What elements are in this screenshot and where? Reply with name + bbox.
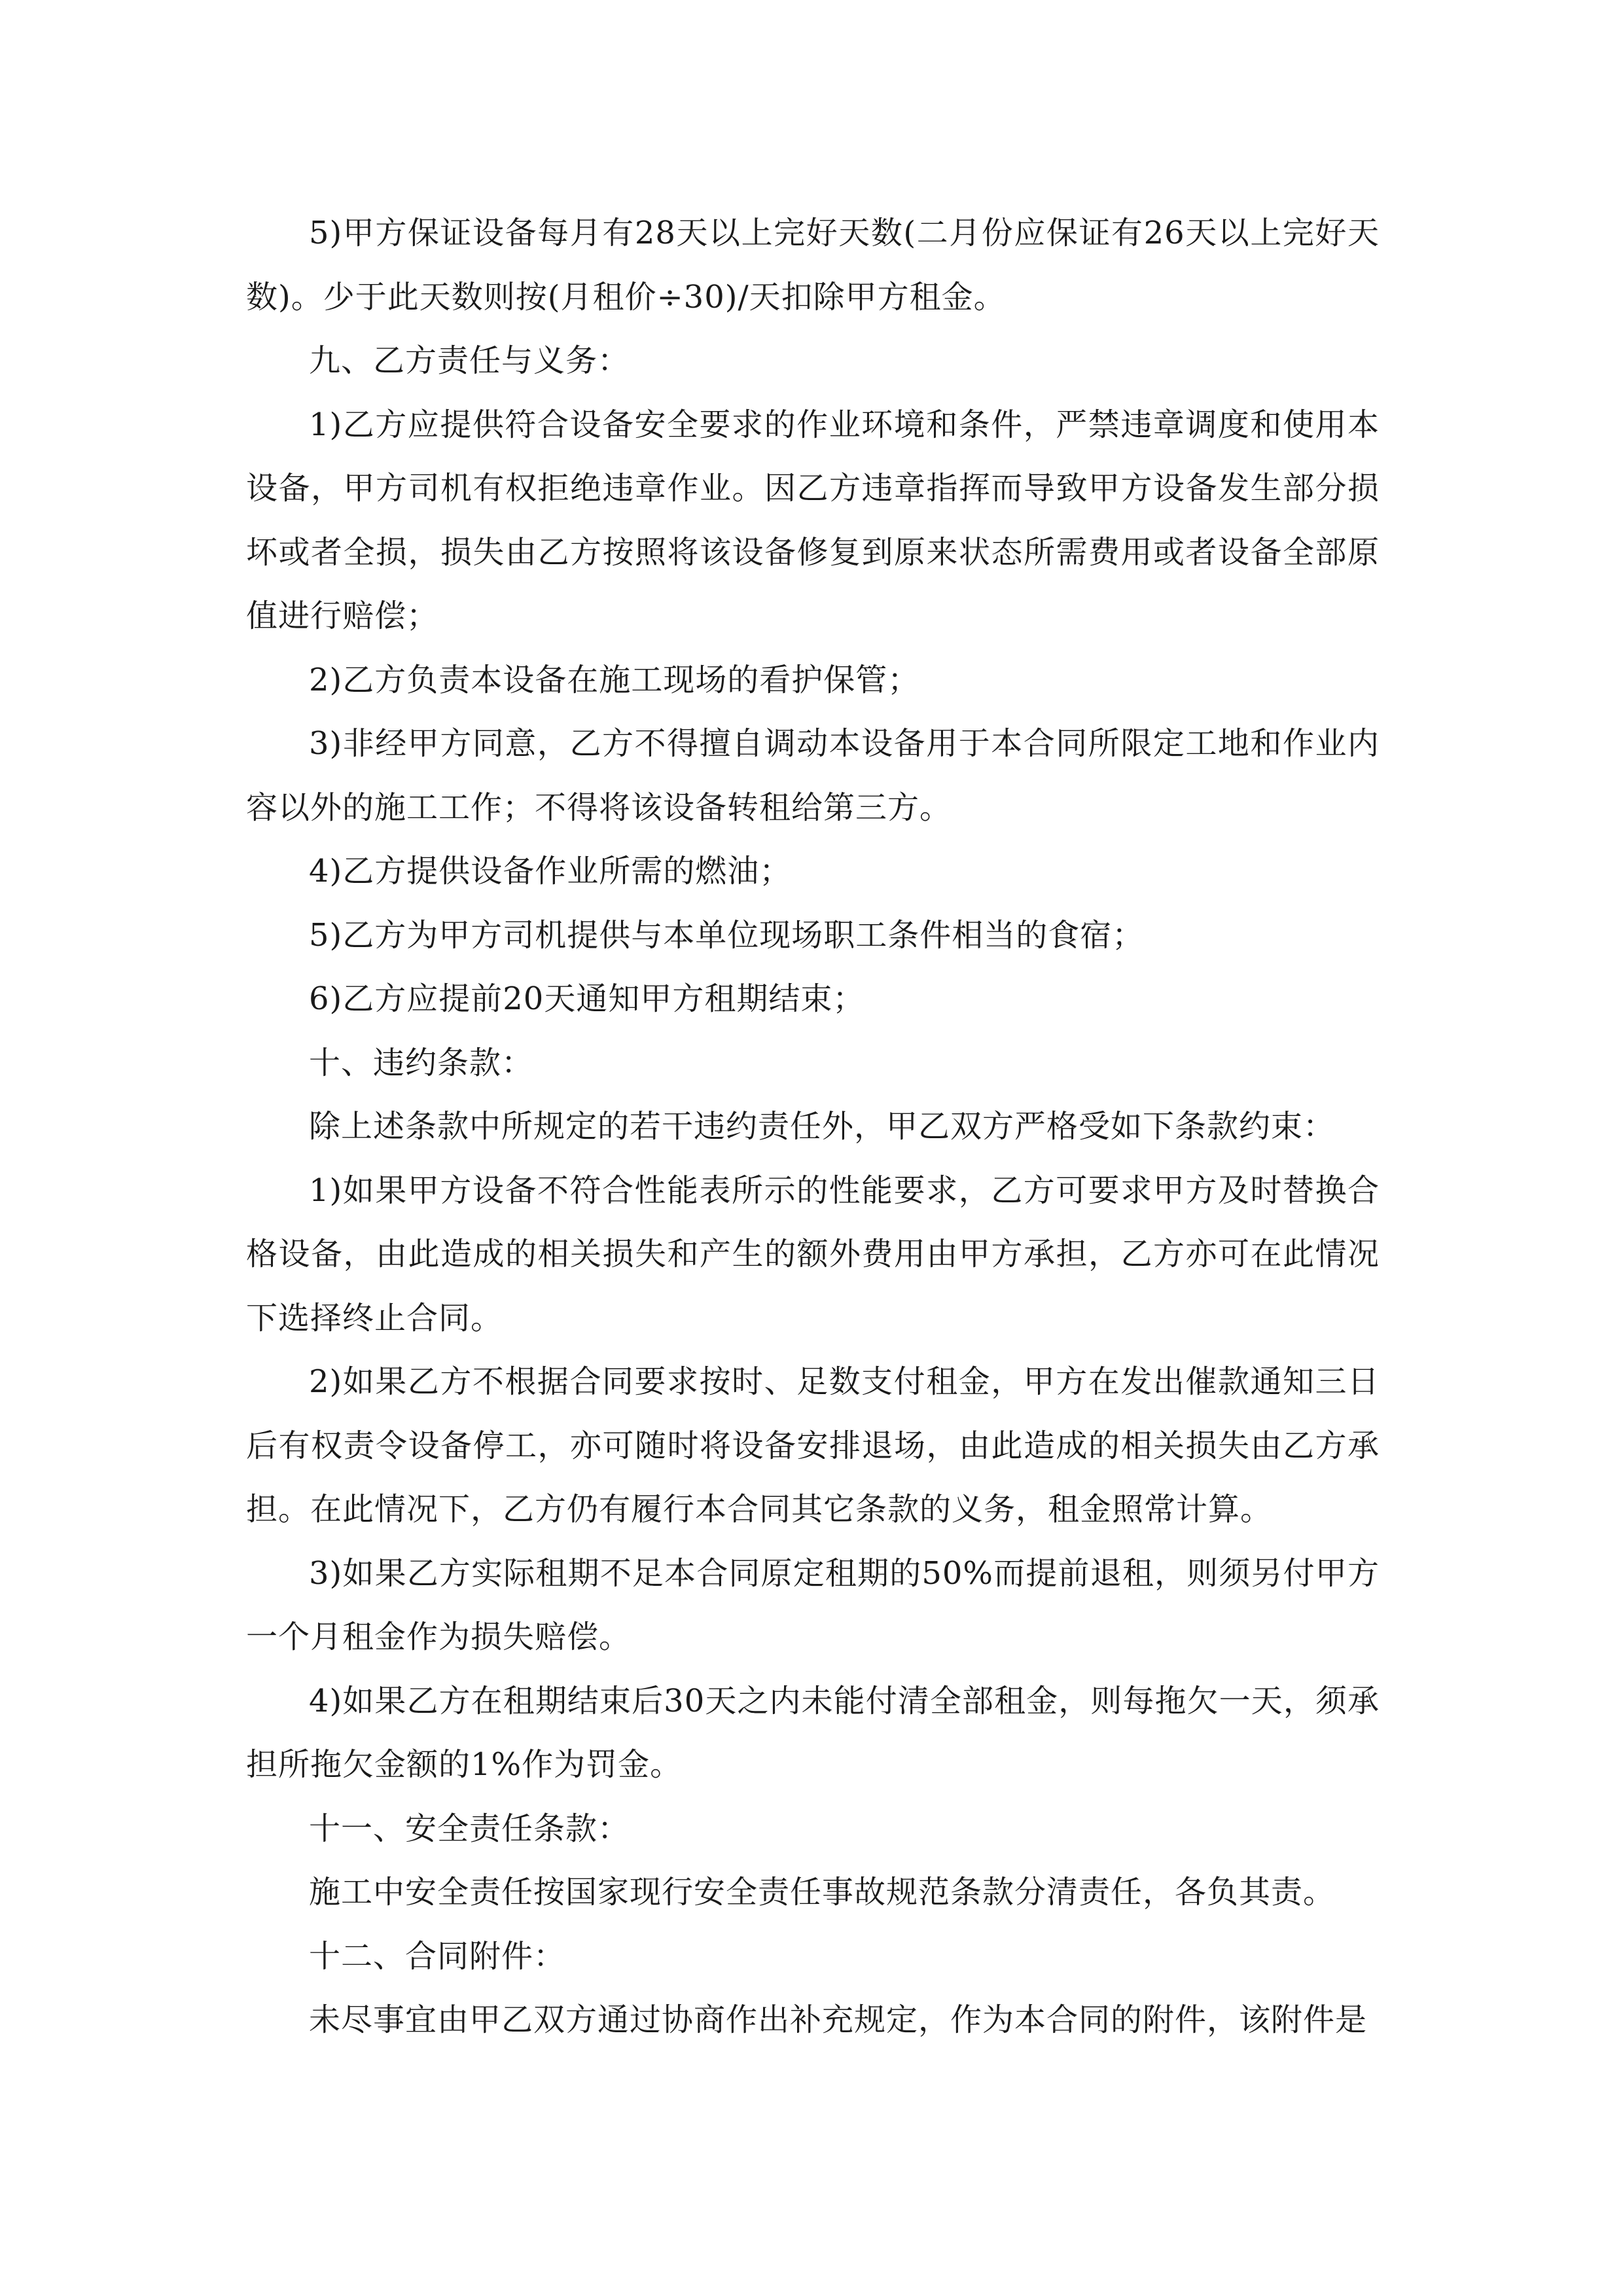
paragraph-lessee-fuel: 4)乙方提供设备作业所需的燃油；: [309, 853, 792, 889]
paragraph-breach-intro: 除上述条款中所规定的若干违约责任外，甲乙双方严格受如下条款约束：: [309, 1108, 1336, 1145]
paragraph-breach-3: 3)如果乙方实际租期不足本合同原定租期的50%而提前退租，则须另付甲方一个月租金作为损失赔偿。: [246, 1554, 1380, 1655]
paragraph-attachments: 未尽事宜由甲乙双方通过协商作出补充规定，作为本合同的附件，该附件是: [309, 2001, 1368, 2038]
paragraph-lessor-guarantee-uptime: 5)甲方保证设备每月有28天以上完好天数(二月份应保证有26天以上完好天数)。少于此天数则按(月租价÷30)/天扣除甲方租金。: [246, 215, 1380, 315]
paragraph-safety: 施工中安全责任按国家现行安全责任事故规范条款分清责任，各负其责。: [309, 1874, 1336, 1910]
heading-section-11: 十一、安全责任条款：: [309, 1810, 630, 1847]
heading-section-12: 十二、合同附件：: [309, 1937, 566, 1975]
paragraph-lessee-notice: 6)乙方应提前20天通知甲方租期结束；: [309, 980, 865, 1017]
paragraph-lessee-custody: 2)乙方负责本设备在施工现场的看护保管；: [309, 661, 920, 698]
paragraph-lessee-work-environment: 1)乙方应提供符合设备安全要求的作业环境和条件，严禁违章调度和使用本设备，甲方司机有权拒绝违章作业。因乙方违章指挥而导致甲方设备发生部分损坏或者全损，损失由乙方按照将该设备修复到原来状态所需费用或者设备全部原值进行赔偿；: [246, 406, 1380, 634]
paragraph-lessee-no-reassign: 3)非经甲方同意，乙方不得擅自调动本设备用于本合同所限定工地和作业内容以外的施工工作；不得将该设备转租给第三方。: [246, 725, 1380, 826]
heading-section-10: 十、违约条款：: [309, 1044, 534, 1081]
paragraph-lessee-board: 5)乙方为甲方司机提供与本单位现场职工条件相当的食宿；: [309, 916, 1145, 954]
paragraph-breach-2: 2)如果乙方不根据合同要求按时、足数支付租金，甲方在发出催款通知三日后有权责令设备停工，亦可随时将设备安排退场，由此造成的相关损失由乙方承担。在此情况下，乙方仍有履行本合同其它条款的义务，租金照常计算。: [246, 1363, 1380, 1528]
paragraph-breach-1: 1)如果甲方设备不符合性能表所示的性能要求，乙方可要求甲方及时替换合格设备，由此造成的相关损失和产生的额外费用由甲方承担，乙方亦可在此情况下选择终止合同。: [246, 1172, 1380, 1336]
document-body: [246, 202, 1380, 2053]
paragraph-breach-4: 4)如果乙方在租期结束后30天之内未能付清全部租金，则每拖欠一天，须承担所拖欠金额的1%作为罚金。: [246, 1682, 1380, 1783]
heading-section-9: 九、乙方责任与义务：: [309, 342, 630, 379]
